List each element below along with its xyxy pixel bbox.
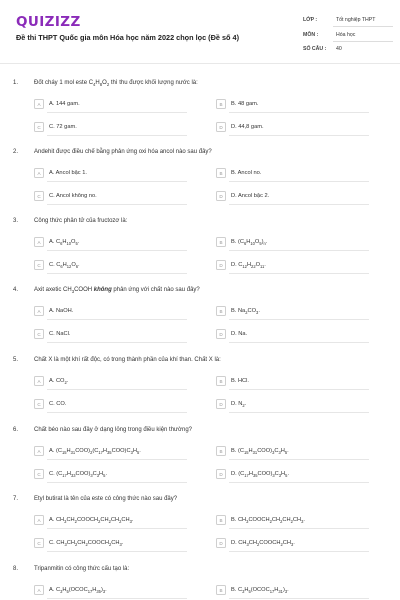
option-text: A. $C_6H_{10}O_5$. [49,238,80,246]
answer-option-a[interactable] [34,585,184,595]
option-text: C. $C_6H_{12}O_6$. [49,261,80,269]
answer-option-d[interactable] [216,122,366,132]
option-text: A. $CO_2$. [49,377,69,385]
option-text: D. $C_{12}H_{22}O_{11}$. [231,261,266,269]
option-letter-box: D [216,122,226,132]
answer-option-d[interactable] [216,260,366,270]
answer-underline [229,551,369,552]
option-letter-box: A [34,376,44,386]
option-text: B. $CH_3COOCH_2CH_2CH_2CH_3$. [231,516,305,524]
answer-underline [229,250,369,251]
question-text: Axit axetic $CH_3COOH$ không phản ứng với chất nào sau đây? [34,287,200,295]
answer-underline [47,135,187,136]
option-text: B. $(C_6H_{10}O_5)_n$. [231,238,268,246]
meta-class-label: LỚP : [303,17,318,23]
option-letter-box: A [34,585,44,595]
option-letter-box: D [216,260,226,270]
answer-underline [229,412,369,413]
answer-option-d[interactable] [216,329,366,339]
question-text: Andehit được điều chế bằng phản ứng oxi hóa ancol nào sau đây? [34,149,212,155]
answer-underline [47,459,187,460]
option-letter-box: D [216,329,226,339]
answer-underline [229,319,369,320]
question-number: 2. [13,149,19,155]
option-letter-box: D [216,399,226,409]
option-text: C. CO. [49,400,67,407]
answer-underline [47,389,187,390]
question-text: Tripanmitin có công thức cấu tạo là: [34,566,130,572]
answer-option-b[interactable] [216,585,366,595]
answer-option-b[interactable] [216,376,366,386]
page-title: Đề thi THPT Quốc gia môn Hóa học năm 2022 chọn lọc (Đề số 4) [16,33,239,42]
answer-underline [47,412,187,413]
answer-option-d[interactable] [216,469,366,479]
option-text: B. $C_3H_5(OCOC_{17}H_{31})_3$. [231,586,289,594]
answer-underline [229,204,369,205]
header-divider [0,63,400,64]
option-letter-box: D [216,469,226,479]
option-text: D. $(C_{17}H_{35}COO)_3C_3H_5$. [231,470,290,478]
question-number: 4. [13,287,19,293]
option-text: B. HCl. [231,377,250,384]
answer-underline [47,112,187,113]
answer-option-b[interactable] [216,446,366,456]
option-text: D. $N_2$. [231,400,247,408]
option-text: C. 72 gam. [49,123,77,130]
answer-option-a[interactable] [34,306,184,316]
option-letter-box: C [34,191,44,201]
answer-option-a[interactable] [34,99,184,109]
option-text: A. $(C_{15}H_{31}COO)_2(C_{17}H_{35}COO)C_3H_5$. [49,447,141,455]
meta-count-value: 40 [336,46,342,52]
option-letter-box: C [34,329,44,339]
answer-underline [47,204,187,205]
answer-underline [229,528,369,529]
option-letter-box: B [216,99,226,109]
option-letter-box: C [34,469,44,479]
option-letter-box: A [34,168,44,178]
answer-option-b[interactable] [216,237,366,247]
option-text: A. NaOH. [49,307,74,314]
option-text: C. NaCl. [49,330,71,337]
question-number: 6. [13,427,19,433]
answer-option-c[interactable] [34,538,184,548]
option-letter-box: C [34,399,44,409]
meta-class-value: Tốt nghiệp THPT [336,17,376,23]
meta-count-label: SỐ CÂU : [303,46,327,52]
answer-option-b[interactable] [216,99,366,109]
option-text: A. $C_3H_5(OCOC_{17}H_{35})_3$. [49,586,107,594]
answer-option-b[interactable] [216,306,366,316]
answer-option-c[interactable] [34,399,184,409]
option-text: C. $(C_{17}H_{33}COO)_3C_3H_5$. [49,470,108,478]
answer-option-c[interactable] [34,329,184,339]
option-letter-box: B [216,376,226,386]
answer-option-b[interactable] [216,168,366,178]
answer-option-d[interactable] [216,538,366,548]
option-text: B. Ancol no. [231,169,262,176]
option-letter-box: A [34,306,44,316]
option-letter-box: B [216,306,226,316]
answer-underline [47,482,187,483]
question-text: Công thức phân tử của fructozơ là: [34,218,128,224]
option-letter-box: A [34,237,44,247]
question-number: 1. [13,80,19,86]
option-letter-box: A [34,99,44,109]
answer-option-c[interactable] [34,122,184,132]
option-text: D. 44,8 gam. [231,123,264,130]
option-letter-box: A [34,446,44,456]
option-text: D. Na. [231,330,248,337]
answer-option-c[interactable] [34,191,184,201]
question-text: Đốt cháy 1 mol este $C_4H_8O_2$ thì thu được khối lượng nước là: [34,80,198,88]
meta-subject-label: MÔN : [303,32,319,38]
option-text: A. 144 gam. [49,100,80,107]
option-text: C. Ancol không no. [49,192,97,199]
question-text: Chất béo nào sau đây ở dạng lỏng trong điều kiện thường? [34,427,192,433]
answer-option-a[interactable] [34,446,184,456]
option-text: A. Ancol bậc 1. [49,169,87,176]
answer-option-a[interactable] [34,376,184,386]
answer-underline [47,598,187,599]
option-text: C. $CH_3CH_2CH_2COOCH_2CH_3$. [49,539,124,547]
option-letter-box: B [216,168,226,178]
question-number: 8. [13,566,19,572]
answer-option-d[interactable] [216,191,366,201]
answer-underline [229,389,369,390]
answer-underline [47,342,187,343]
answer-option-c[interactable] [34,260,184,270]
answer-underline [47,319,187,320]
answer-underline [47,250,187,251]
option-text: B. $(C_{15}H_{31}COO)_3C_3H_5$. [231,447,289,455]
option-letter-box: B [216,446,226,456]
answer-underline [229,598,369,599]
answer-underline [47,273,187,274]
answer-option-a[interactable] [34,237,184,247]
answer-option-c[interactable] [34,469,184,479]
option-text: D. Ancol bậc 2. [231,192,270,199]
option-letter-box: A [34,515,44,525]
option-letter-box: D [216,538,226,548]
meta-divider [333,26,393,27]
meta-subject-value: Hóa học [336,32,356,38]
answer-underline [229,482,369,483]
answer-underline [47,528,187,529]
question-text: Etyl butirat là tên của este có công thức nào sau đây? [34,496,178,502]
quizizz-logo: QUIZIZZ [16,14,81,30]
answer-option-d[interactable] [216,399,366,409]
option-text: B. 48 gam. [231,100,259,107]
answer-underline [47,181,187,182]
answer-underline [229,112,369,113]
answer-underline [229,273,369,274]
option-letter-box: B [216,515,226,525]
question-text: Chất X là một khí rất độc, có trong thành phần của khí than. Chất X là: [34,357,221,363]
question-number: 5. [13,357,19,363]
question-number: 3. [13,218,19,224]
option-text: B. $Na_2CO_3$. [231,307,260,315]
meta-divider [333,41,393,42]
option-letter-box: B [216,237,226,247]
option-letter-box: C [34,122,44,132]
answer-option-a[interactable] [34,515,184,525]
answer-option-a[interactable] [34,168,184,178]
answer-option-b[interactable] [216,515,366,525]
option-text: A. $CH_3CH_2COOCH_2CH_2CH_2CH_3$. [49,516,134,524]
answer-underline [229,181,369,182]
option-letter-box: B [216,585,226,595]
answer-underline [229,459,369,460]
option-letter-box: D [216,191,226,201]
option-text: D. $CH_3CH_2COOCH_2CH_3$. [231,539,295,547]
answer-underline [47,551,187,552]
option-letter-box: C [34,538,44,548]
answer-underline [229,342,369,343]
option-letter-box: C [34,260,44,270]
answer-underline [229,135,369,136]
question-number: 7. [13,496,19,502]
